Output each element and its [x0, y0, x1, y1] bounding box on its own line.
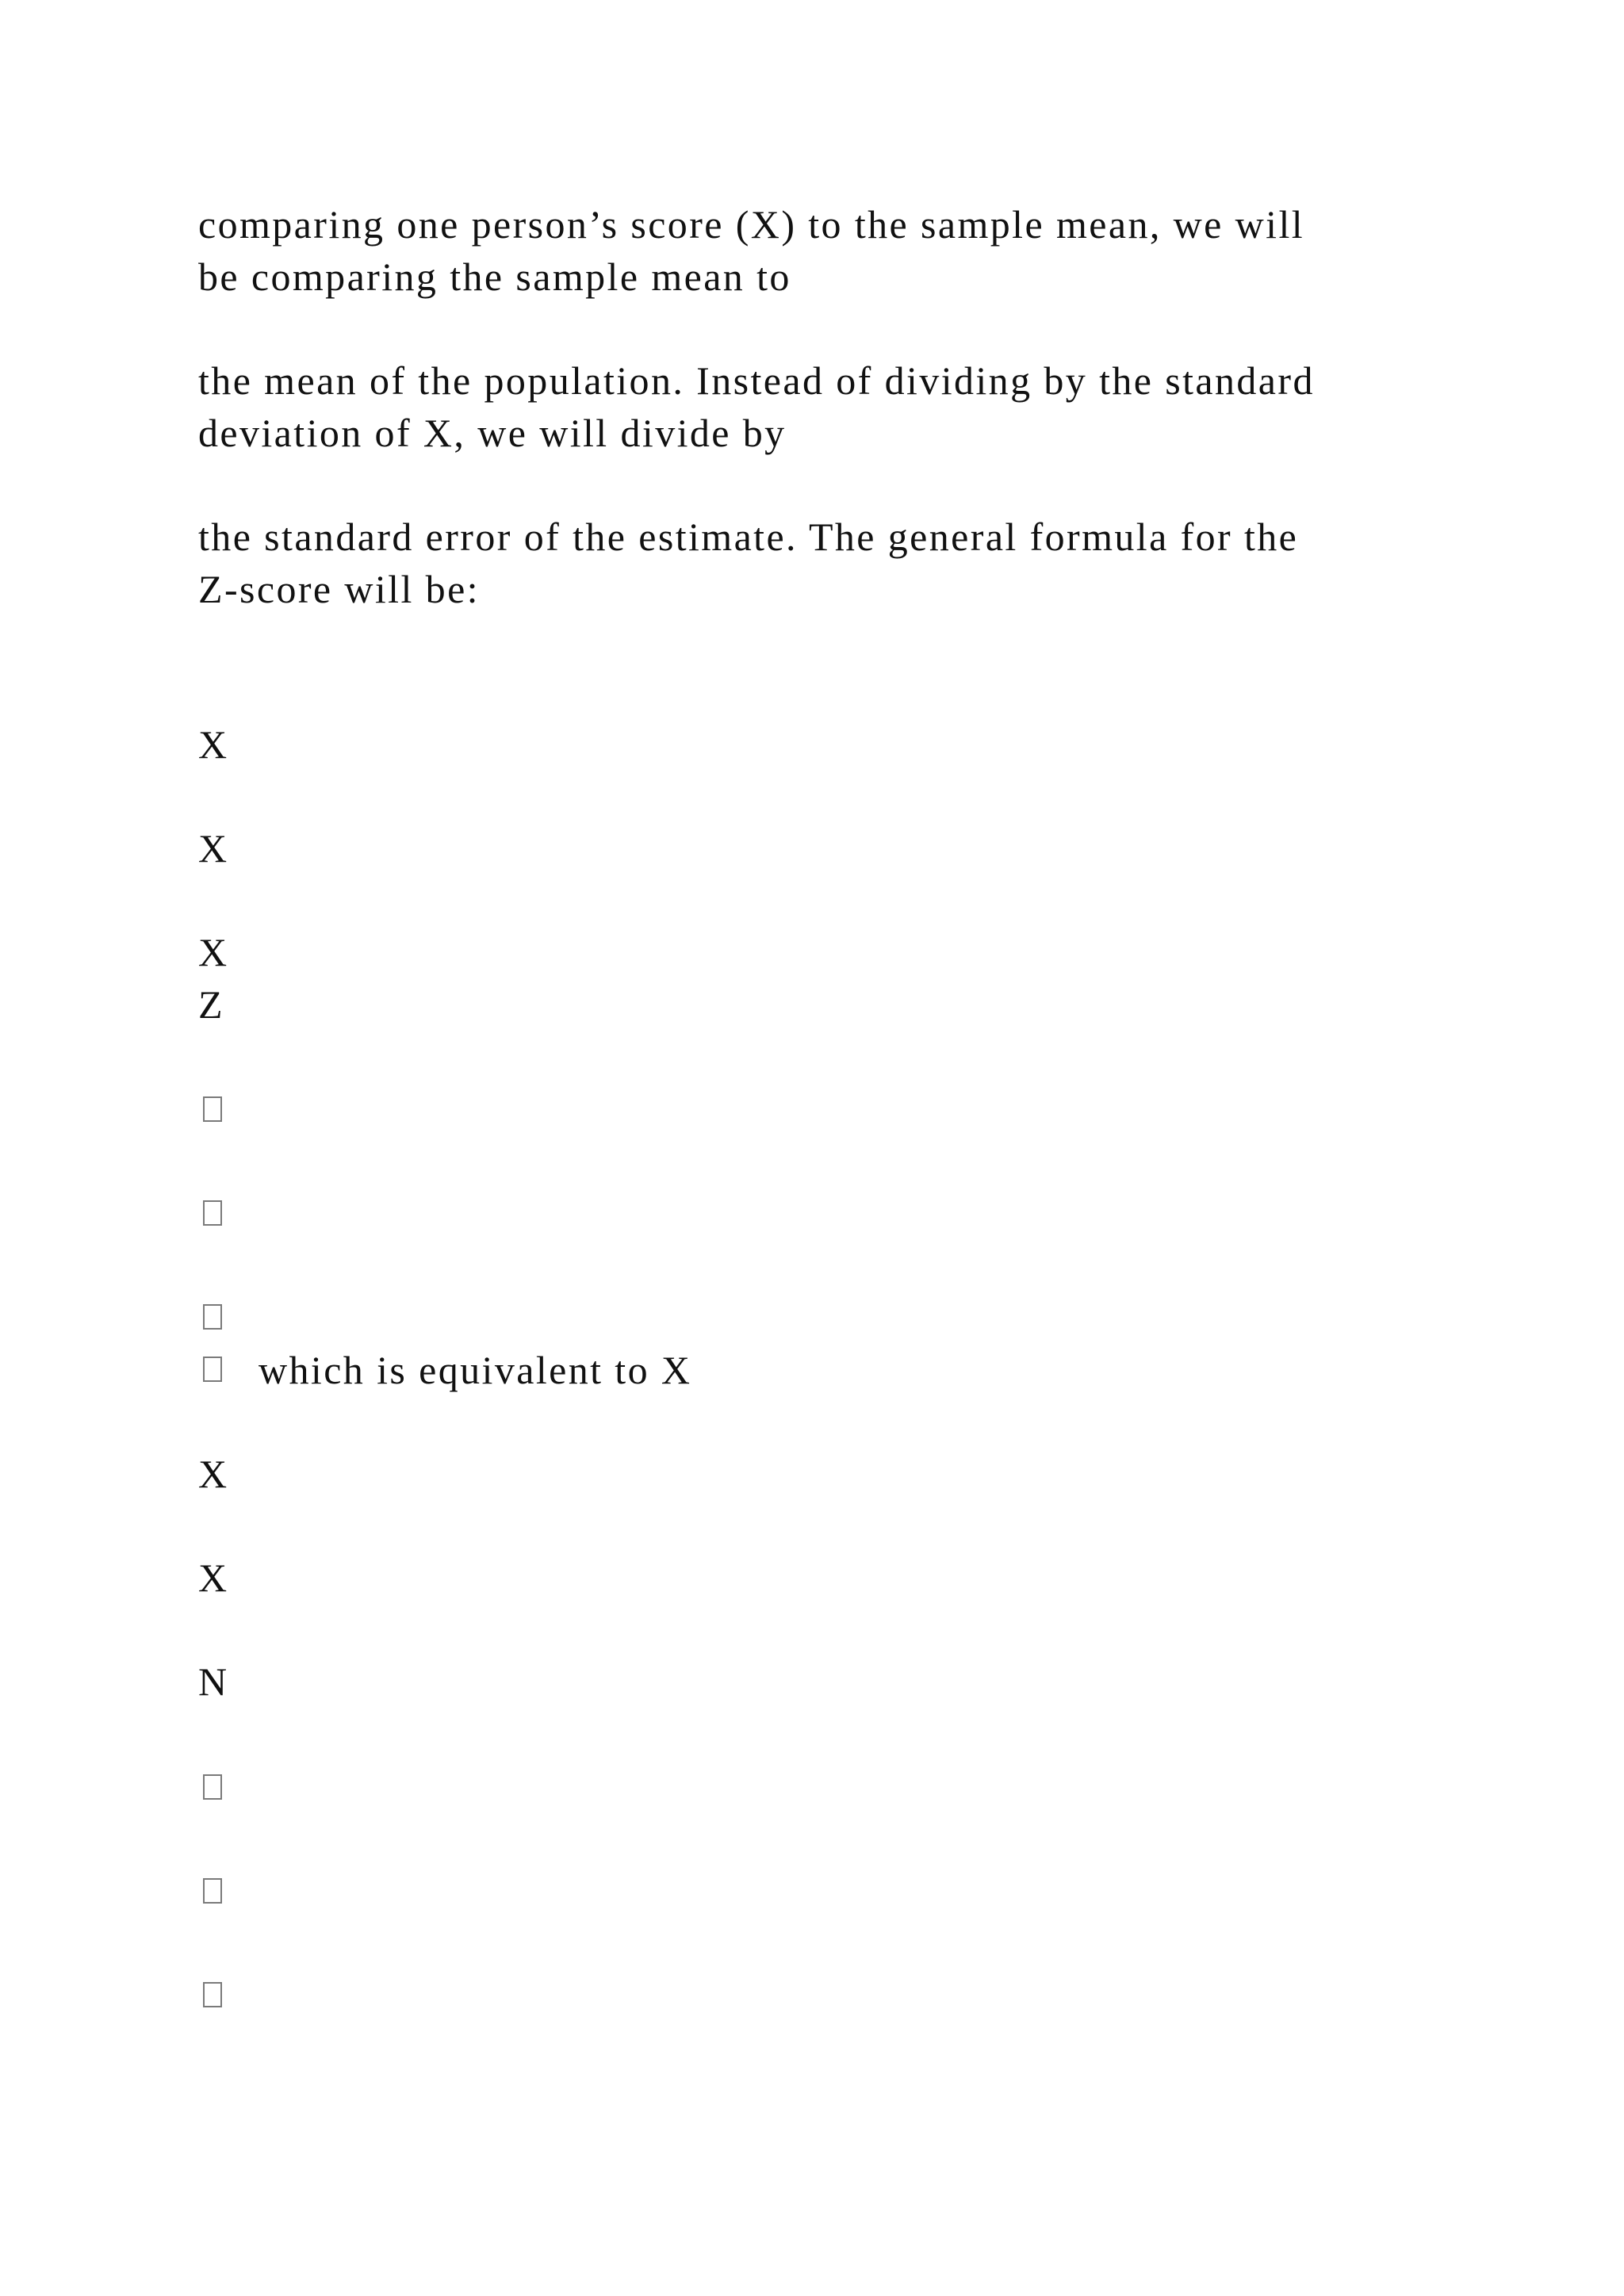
paragraph-2-line-2: deviation of X, we will divide by — [198, 411, 787, 455]
paragraph-2 — [198, 354, 1315, 459]
formula-glyph-x-3: X — [198, 930, 228, 974]
missing-symbol-icon — [203, 1200, 222, 1226]
missing-symbol-icon — [203, 1096, 222, 1122]
missing-symbol-icon — [203, 1982, 222, 2007]
paragraph-1-line-1: comparing one person’s score (X) to the sample mean, we will — [198, 202, 1305, 247]
paragraph-2-line-1: the mean of the population. Instead of dividing by the standard — [198, 358, 1315, 403]
formula2-glyph-x-1: X — [198, 1452, 228, 1496]
missing-symbol-icon — [203, 1304, 222, 1330]
missing-symbol-icon — [203, 1878, 222, 1904]
formula-glyph-z: Z — [198, 982, 223, 1027]
missing-symbol-icon — [203, 1774, 222, 1800]
formula2-glyph-n: N — [198, 1659, 228, 1704]
paragraph-3 — [198, 511, 1298, 615]
paragraph-3-line-2: Z-score will be: — [198, 567, 480, 611]
formula-glyph-x-2: X — [198, 826, 228, 871]
paragraph-1-line-2: be comparing the sample mean to — [198, 254, 791, 299]
paragraph-1 — [198, 198, 1304, 303]
formula-glyph-x-1: X — [198, 722, 228, 767]
paragraph-3-line-1: the standard error of the estimate. The general formula for the — [198, 515, 1299, 559]
missing-symbol-icon — [203, 1357, 222, 1382]
formula2-glyph-x-2: X — [198, 1556, 228, 1600]
equivalent-text: which is equivalent to X — [259, 1348, 692, 1392]
